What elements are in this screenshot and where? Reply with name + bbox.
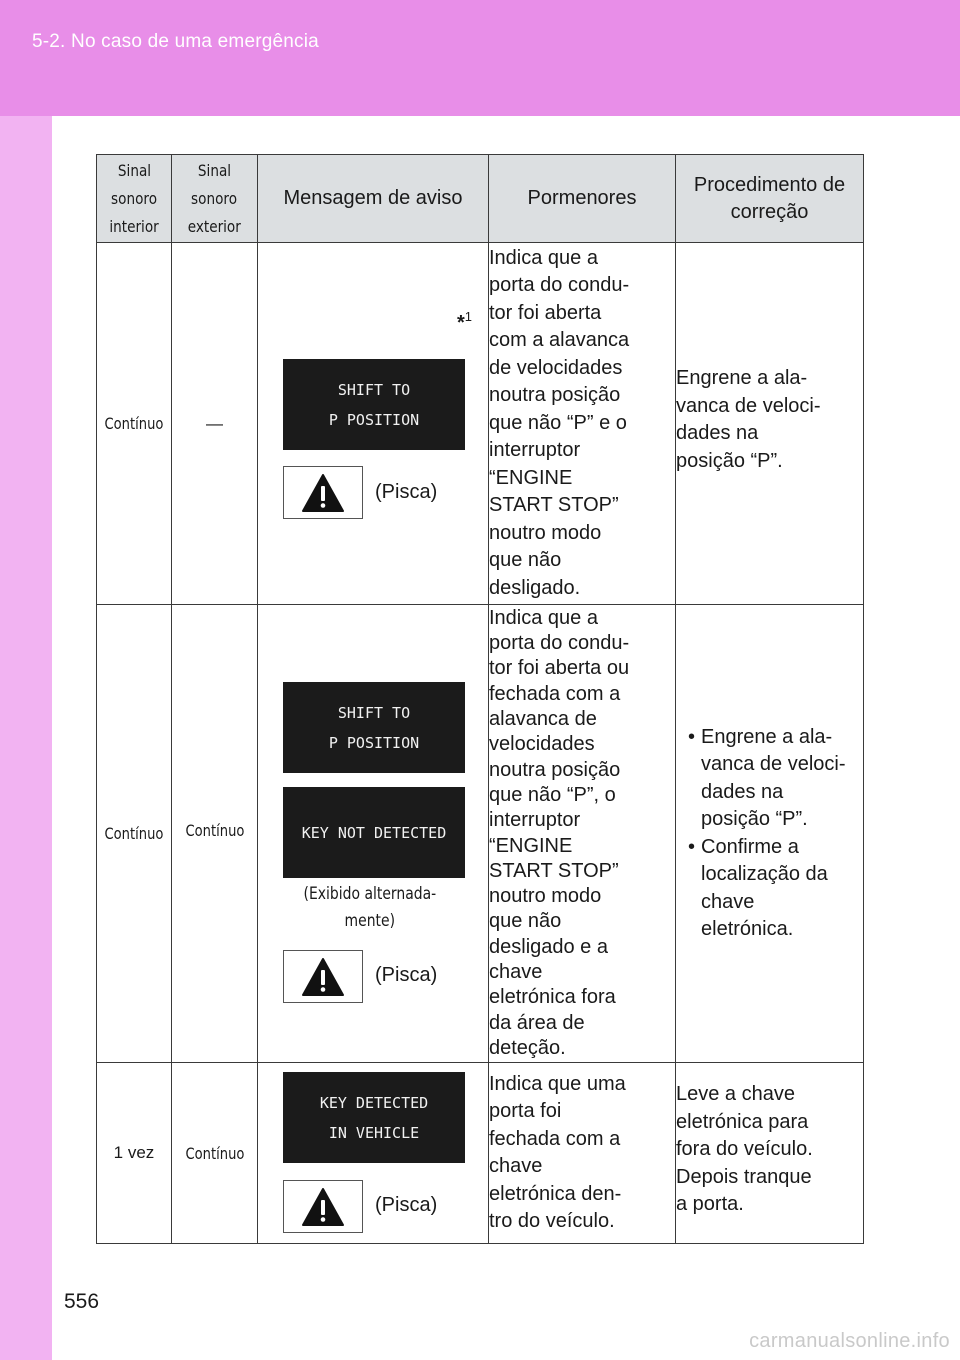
page-number: 556 bbox=[64, 1290, 100, 1313]
header-band bbox=[0, 0, 960, 116]
exterior-beep-cell: Contínuo bbox=[172, 1063, 258, 1244]
exclamation-warning-icon bbox=[283, 1180, 363, 1233]
display-key-not-detected: KEY NOT DETECTED bbox=[283, 787, 465, 878]
details-cell: Indica que uma porta foi fechada com a chave eletrónica den- tro do veículo. bbox=[489, 1063, 676, 1244]
table-row bbox=[97, 243, 864, 605]
blink-label: (Pisca) bbox=[375, 1194, 438, 1216]
display-shift-to-p-position: SHIFT TO P POSITION bbox=[283, 682, 465, 773]
blink-label: (Pisca) bbox=[375, 964, 438, 986]
display-key-detected-in-vehicle: KEY DETECTED IN VEHICLE bbox=[283, 1072, 465, 1163]
message-cell bbox=[258, 1063, 489, 1244]
procedure-cell bbox=[676, 605, 864, 1063]
side-band bbox=[0, 116, 52, 1360]
header-message: Mensagem de aviso bbox=[258, 155, 489, 243]
section-title: 5-2. No caso de uma emergência bbox=[32, 31, 319, 52]
exclamation-warning-icon bbox=[283, 950, 363, 1003]
watermark: carmanualsonline.info bbox=[749, 1330, 950, 1352]
interior-beep-cell: Contínuo bbox=[97, 605, 172, 1063]
header-exterior-beep: Sinal sonoro exterior bbox=[172, 155, 258, 243]
message-cell bbox=[258, 243, 489, 605]
table-row bbox=[97, 605, 864, 1063]
table-row bbox=[97, 1063, 864, 1244]
footnote-marker: *$^1$ bbox=[457, 309, 473, 334]
message-cell bbox=[258, 605, 489, 1063]
exterior-beep-cell: — bbox=[172, 243, 258, 605]
list-item: • Confirme a localização da chave eletrónica. bbox=[688, 834, 861, 944]
header-details: Pormenores bbox=[489, 155, 676, 243]
table-header-row bbox=[97, 155, 864, 243]
interior-beep-cell: 1 vez bbox=[97, 1063, 172, 1244]
display-shift-to-p-position: SHIFT TO P POSITION bbox=[283, 359, 465, 450]
header-interior-beep: Sinal sonoro interior bbox=[97, 155, 172, 243]
blink-label: (Pisca) bbox=[375, 481, 438, 503]
exclamation-warning-icon bbox=[283, 466, 363, 519]
warning-message-table bbox=[96, 154, 864, 1244]
alternate-display-note: (Exibido alternada- mente) bbox=[303, 884, 437, 931]
procedure-list bbox=[688, 724, 861, 944]
list-item: • Engrene a ala- vanca de veloci- dades na posição “P”. bbox=[688, 724, 861, 834]
interior-beep-cell: Contínuo bbox=[97, 243, 172, 605]
exterior-beep-cell: Contínuo bbox=[172, 605, 258, 1063]
details-cell: Indica que a porta do condu- tor foi aberta ou fechada com a alavanca de velocidades noutra posição que não “P”, o interruptor “ENGINE START STOP” noutro modo que não desligado e a chave eletrónica fora da área de deteção. bbox=[489, 605, 676, 1063]
header-procedure: Procedimento de correção bbox=[676, 155, 864, 243]
procedure-cell: Leve a chave eletrónica para fora do veículo. Depois tranque a porta. bbox=[676, 1063, 864, 1244]
procedure-cell: Engrene a ala- vanca de veloci- dades na posição “P”. bbox=[676, 243, 864, 605]
details-cell: Indica que a porta do condu- tor foi aberta com a alavanca de velocidades noutra posição que não “P” e o interruptor “ENGINE START STOP” noutro modo que não desligado. bbox=[489, 243, 676, 605]
